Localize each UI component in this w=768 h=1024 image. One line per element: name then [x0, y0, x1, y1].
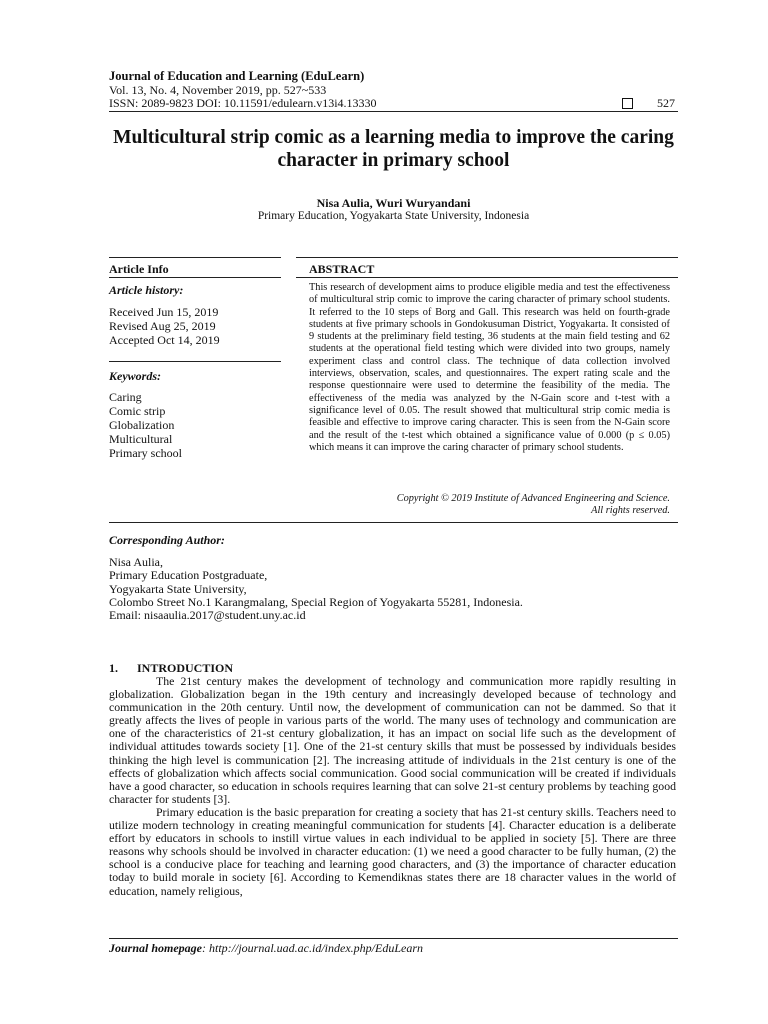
- journal-issn: ISSN: 2089-9823 DOI: 10.11591/edulearn.v13i4.13330: [109, 96, 377, 110]
- journal-volume: Vol. 13, No. 4, November 2019, pp. 527~533: [109, 83, 327, 97]
- affiliation: Primary Education, Yogyakarta State University, Indonesia: [257, 210, 530, 222]
- page-number: 527: [657, 96, 675, 110]
- corresponding-author-label: Corresponding Author:: [109, 533, 225, 547]
- section-number: 1.: [109, 661, 118, 675]
- keyword-item: Globalization: [109, 418, 175, 432]
- author-email[interactable]: Email: nisaaulia.2017@student.uny.ac.id: [109, 608, 306, 623]
- header-divider: [109, 111, 678, 112]
- journal-homepage: Journal homepage: http://journal.uad.ac.id/index.php/EduLearn: [109, 941, 423, 955]
- paragraph: Primary education is the basic preparation for creating a society that has 21-st century skills. Teachers need to utilize modern technology in creating meaningful communication for students [4]. Character education is a deliberate effort by educators in schools to instill virtue values in each individual to be applied in society [5]. There are three reasons why schools should be involved in character education: (1) we need a good character to be fully human, (2) the school is a conducive place for teaching and learning good characters, and (3) the importance of character education today to build morale in society [6]. According to Kemendiknas states there are 18 character values in the world of education, namely religious,: [109, 804, 676, 898]
- keyword-item: Multicultural: [109, 432, 173, 446]
- article-history-list: [109, 305, 220, 347]
- abstract-rule-bottom: [296, 277, 678, 278]
- article-info-rule-bottom: [109, 277, 281, 278]
- abstract-rule-top: [296, 257, 678, 258]
- history-revised: Revised Aug 25, 2019: [109, 319, 216, 333]
- rights-line: All rights reserved.: [591, 505, 670, 517]
- square-icon: [622, 98, 633, 109]
- section-title: INTRODUCTION: [137, 661, 234, 675]
- keywords-label: Keywords:: [109, 369, 161, 383]
- homepage-label: Journal homepage: [109, 941, 203, 955]
- keywords-list: [109, 390, 182, 460]
- author-program: Primary Education Postgraduate,: [109, 568, 268, 583]
- journal-name: Journal of Education and Learning (EduLearn): [109, 69, 365, 83]
- article-info-heading: Article Info: [109, 262, 169, 276]
- author-address: Colombo Street No.1 Karangmalang, Special Region of Yogyakarta 55281, Indonesia.: [109, 594, 523, 609]
- history-accepted: Accepted Oct 14, 2019: [109, 333, 220, 347]
- homepage-url[interactable]: http://journal.uad.ac.id/index.php/EduLearn: [209, 941, 423, 955]
- keywords-divider: [109, 361, 281, 362]
- authors: Nisa Aulia, Wuri Wuryandani: [316, 196, 471, 210]
- abstract-text: This research of development aims to produce eligible media and test the effectiveness of multicultural strip comic to improve the caring character of primary school students. It referred to the 10 steps of Borg and Gall. This research was held on fourth-grade students at five primary schools in Gondokusuman District, Yogyakarta. It consisted of 9 students at the preliminary field testing, 36 students at the main field testing and 62 students at the operational field testing which were divided into two groups, namely experiment class and control class. The technique of data collection involved interviews, observation, scales, and questionnaires. The expert rating scale and the response questionnaire were used to determine the feasibility of the media. The effectiveness of the media was analyzed by the N-Gain score and t-test with a significance level of 0.05. The result showed that multicultural strip comic media is feasible and effective to improve caring character. This is seen from the N-Gain score and the result of the t-test which obtained a significance value of 0.000 (p ≤ 0.05) which means it can improve the caring character of primary school students.: [309, 282, 670, 453]
- copyright-line: Copyright © 2019 Institute of Advanced Engineering and Science.: [396, 493, 670, 504]
- paper-title: Multicultural strip comic as a learning media to improve the caring character in primary school: [113, 127, 674, 171]
- author-university: Yogyakarta State University,: [109, 581, 247, 596]
- article-info-rule-top: [109, 257, 281, 258]
- keyword-item: Primary school: [109, 446, 182, 460]
- introduction-body: [109, 675, 676, 898]
- copyright-notice: [309, 493, 670, 518]
- section-divider: [109, 522, 678, 523]
- footer-divider: [109, 938, 678, 939]
- keyword-item: Caring: [109, 390, 142, 404]
- article-history-label: Article history:: [109, 283, 184, 297]
- abstract-heading: ABSTRACT: [309, 262, 375, 276]
- history-received: Received Jun 15, 2019: [109, 305, 219, 319]
- corresponding-author-details: [109, 556, 523, 622]
- author-name: Nisa Aulia,: [109, 555, 163, 569]
- paragraph: The 21st century makes the development of technology and communication more rapidly resulting in globalization. Globalization began in the 19th century and increasingly developed because of technology and communication in the 20th century. Until now, the development of communication can not be dammed. So that it greatly affects the lives of people in various parts of the world. The many uses of technology and communication are one of the characteristics of 21-st century globalization, it has an impact on social life such as the development of individual attitudes towards society [1]. One of the 21-st century skills that must be possessed by individuals besides thinking the high level is communication [2]. The increasing attitude of individuals in the 21st century is one of the effects of globalization which affects social communication. Good social communication will be created if individuals have a good character, so education in schools requires learning that can solve 21-st century problems by teaching good character for students [3].: [109, 674, 676, 806]
- keyword-item: Comic strip: [109, 404, 166, 418]
